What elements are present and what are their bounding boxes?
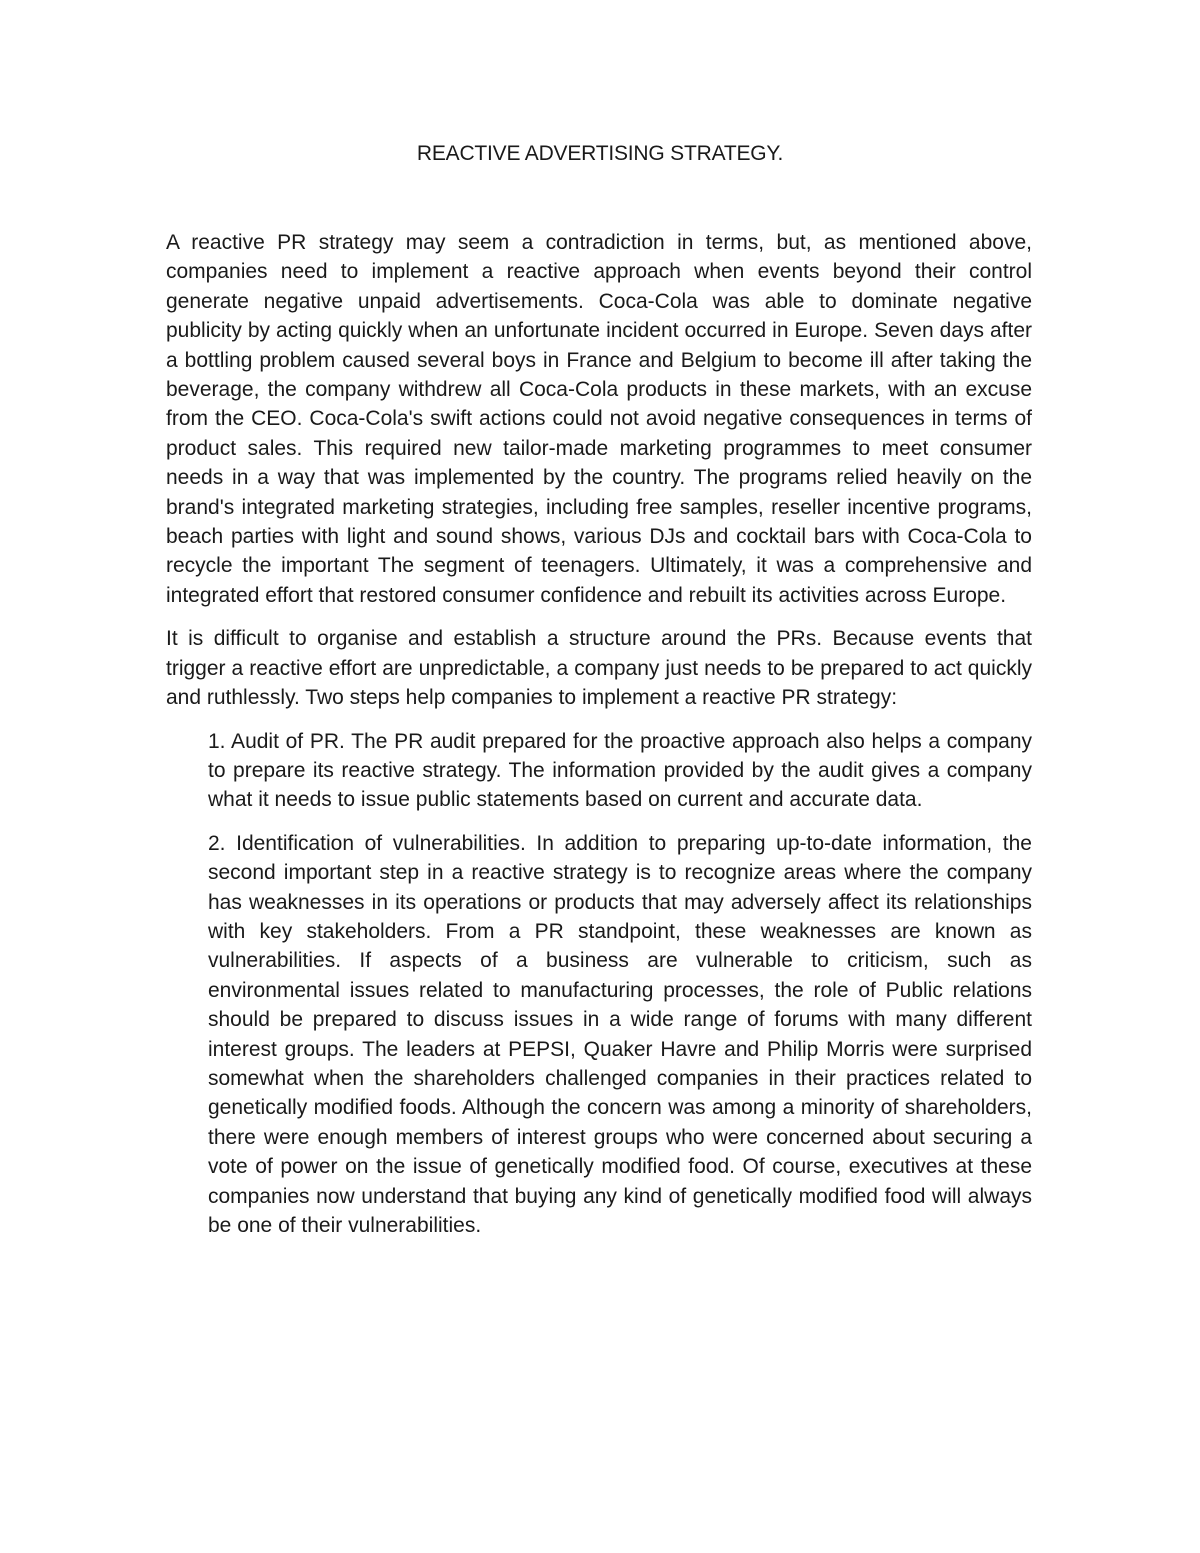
steps-list: [166, 727, 1032, 1241]
paragraph-coca-cola-case: A reactive PR strategy may seem a contradiction in terms, but, as mentioned above, companies need to implement a reactive approach when events beyond their control generate negative unpaid advertisements. Coca-Cola was able to dominate negative publicity by acting quickly when an unfortunate incident occurred in Europe. Seven days after a bottling problem caused several boys in France and Belgium to become ill after taking the beverage, the company withdrew all Coca-Cola products in these markets, with an excuse from the CEO. Coca-Cola's swift actions could not avoid negative consequences in terms of product sales. This required new tailor-made marketing programmes to meet consumer needs in a way that was implemented by the country. The programs relied heavily on the brand's integrated marketing strategies, including free samples, reseller incentive programs, beach parties with light and sound shows, various DJs and cocktail bars with Coca-Cola to recycle the important The segment of teenagers. Ultimately, it was a comprehensive and integrated effort that restored consumer confidence and rebuilt its activities across Europe.: [166, 231, 1032, 607]
document-body: [166, 228, 1032, 1254]
list-item-vulnerabilities: 2. Identification of vulnerabilities. In addition to preparing up-to-date information, the second important step in a reactive strategy is to recognize areas where the company has weaknesses in its operations or products that may adversely affect its relationships with key stakeholders. From a PR standpoint, these weaknesses are known as vulnerabilities. If aspects of a business are vulnerable to criticism, such as environmental issues related to manufacturing processes, the role of Public relations should be prepared to discuss issues in a wide range of forums with many different interest groups. The leaders at PEPSI, Quaker Havre and Philip Morris were surprised somewhat when the shareholders challenged companies in their practices related to genetically modified foods. Although the concern was among a minority of shareholders, there were enough members of interest groups who were concerned about securing a vote of power on the issue of genetically modified food. Of course, executives at these companies now understand that buying any kind of genetically modified food will always be one of their vulnerabilities.: [208, 831, 1032, 1237]
list-item-audit-of-pr: 1. Audit of PR. The PR audit prepared for the proactive approach also helps a company to prepare its reactive strategy. The information provided by the audit gives a company what it needs to issue public statements based on current and accurate data.: [208, 729, 1032, 812]
paragraph-pr-structure: It is difficult to organise and establish a structure around the PRs. Because events that trigger a reactive effort are unpredictable, a company just needs to be prepared to act quickly and ruthlessly. Two steps help companies to implement a reactive PR strategy:: [166, 627, 1032, 710]
page-title: REACTIVE ADVERTISING STRATEGY.: [416, 142, 784, 165]
